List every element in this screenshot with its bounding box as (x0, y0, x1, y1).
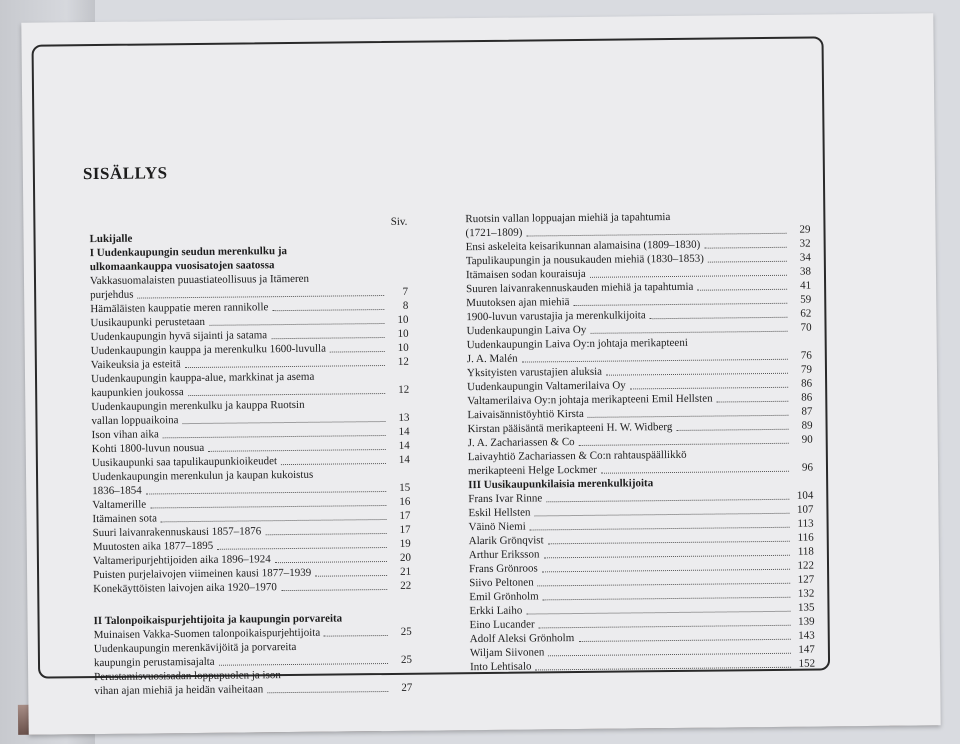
leader-dots (271, 337, 384, 339)
toc-entry-page: 70 (800, 321, 812, 334)
toc-entry-page: 14 (398, 439, 410, 452)
toc-entry-title: Valtamerille (92, 498, 147, 512)
toc-entry-title: Itämainen sota (92, 512, 158, 526)
toc-entry-page: 7 (402, 285, 409, 298)
toc-entry-page: 22 (400, 579, 412, 592)
toc-entry-title: Suuren laivanrakennuskauden miehiä ja tapahtumia (466, 280, 694, 296)
leader-dots (209, 323, 384, 326)
toc-entry-line: Laivayhtiö Zachariassen & Co:n rahtauspäällikkö (467, 448, 687, 464)
toc-entry-page: 76 (800, 349, 812, 362)
toc-entry-page: 147 (798, 643, 815, 656)
toc-entry-page: 14 (398, 425, 410, 438)
toc-entry-page: 116 (797, 531, 814, 544)
leader-dots (548, 653, 791, 657)
toc-entry-line: Ruotsin vallan loppuajan miehiä ja tapahtumia (465, 211, 671, 226)
toc-entry-page: 19 (399, 537, 411, 550)
leader-dots (590, 331, 787, 334)
section-title-3: III Uusikaupunkilaisia merenkulkijoita (468, 477, 654, 492)
toc-entry-title: Wiljam Siivonen (469, 646, 545, 660)
toc-entry-title: Emil Grönholm (469, 590, 539, 604)
toc-entry-line: Uudenkaupungin kauppa-alue, markkinat ja asema (90, 370, 315, 386)
toc-entry-page: 16 (399, 495, 411, 508)
leader-dots (330, 351, 385, 353)
toc-entry-title: Itämaisen sodan kouraisuja (465, 267, 586, 282)
toc-entry-title: Ison vihan aika (91, 428, 159, 442)
contents-heading: SISÄLLYS (82, 163, 168, 184)
leader-dots (704, 247, 786, 249)
toc-entry-title: Muinaisen Vakka-Suomen talonpoikaispurjehtijoita (93, 626, 321, 642)
leader-dots (539, 625, 791, 629)
toc-entry-title: 1836–1854 (92, 484, 142, 498)
leader-dots (601, 471, 789, 474)
leader-dots (574, 303, 788, 306)
leader-dots (315, 575, 387, 577)
toc-entry-page: 32 (799, 237, 811, 250)
toc-entry-title: Muutosten aika 1877–1895 (92, 539, 214, 554)
leader-dots (272, 309, 384, 311)
toc-entry-page: 96 (801, 461, 814, 474)
toc-entry-title: Alarik Grönqvist (468, 534, 544, 548)
toc-group (91, 411, 410, 470)
toc-entry-page: 34 (799, 251, 811, 264)
toc-entry-page: 8 (402, 299, 409, 312)
page-column-label: Siv. (390, 215, 408, 228)
leader-dots (163, 435, 386, 438)
toc-entry (94, 681, 412, 698)
toc-entry-page: 107 (796, 503, 814, 516)
leader-dots (526, 233, 786, 237)
toc-entry-page: 139 (798, 615, 815, 628)
leader-dots (538, 583, 791, 587)
toc-entry-title: Ensi askeleita keisarikunnan alamaisina (1809–1830) (465, 238, 701, 254)
toc-entry-title: merikapteeni Helge Lockmer (467, 463, 597, 478)
leader-dots (578, 639, 790, 642)
toc-entry-title: Siivo Peltonen (469, 576, 534, 590)
leader-dots (543, 597, 791, 601)
leader-dots (630, 387, 788, 390)
toc-entry-title: Laivaisännistöyhtiö Kirsta (467, 407, 584, 422)
toc-group (92, 481, 411, 596)
toc-entry-title: Uusikaupunki perustetaan (90, 315, 206, 330)
toc-entry-page: 10 (397, 313, 409, 326)
leader-dots (708, 261, 787, 263)
toc-entry-title: Uudenkaupungin kauppa ja merenkulku 1600-luvulla (90, 342, 327, 358)
leader-dots (546, 499, 789, 503)
toc-entry-page: 143 (798, 629, 815, 642)
toc-entry-title: 1900-luvun varustajia ja merenkulkijoita (466, 309, 646, 324)
leader-dots (217, 547, 387, 550)
toc-entry-title: Suuri laivanrakennuskausi 1857–1876 (92, 525, 262, 540)
toc-entry-page: 14 (398, 453, 410, 466)
toc-entry-title: vihan ajan miehiä ja heidän vaiheitaan (94, 683, 264, 698)
leader-dots (548, 541, 790, 545)
leader-dots (697, 289, 787, 291)
toc-entry-title: Konekäyttöisten laivojen aika 1920–1970 (93, 581, 277, 596)
leader-dots (544, 555, 790, 559)
toc-entry-page: 20 (399, 551, 411, 564)
leader-dots (161, 519, 387, 522)
toc-entry-line: Vakkasuomalaisten puuastiateollisuus ja Itämeren (89, 272, 310, 288)
toc-entry-title: Yksityisten varustajien aluksia (466, 365, 603, 380)
toc-entry-page: 135 (797, 601, 815, 614)
toc-entry-title: J. A. Zachariassen & Co (467, 436, 575, 450)
toc-entry-title: Adolf Aleksi Grönholm (469, 632, 575, 646)
leader-dots (606, 373, 788, 376)
leader-dots (281, 589, 387, 591)
toc-entry-page: 21 (400, 565, 412, 578)
toc-entry-title: Puisten purjelaivojen viimeinen kausi 1877–1939 (93, 566, 312, 582)
toc-entry-page: 132 (797, 587, 815, 600)
leader-dots (536, 667, 792, 671)
leader-dots (676, 429, 788, 431)
toc-entry-title: Muutoksen ajan miehiä (466, 296, 570, 310)
leader-dots (522, 359, 788, 363)
leader-dots (579, 443, 789, 446)
leader-dots (265, 533, 386, 535)
toc-entry-page: 87 (801, 405, 813, 418)
leader-dots (138, 295, 385, 299)
toc-entry-page: 17 (399, 509, 411, 522)
toc-entry-page: 25 (400, 653, 413, 666)
toc-entry-title: Eino Lucander (469, 618, 535, 632)
leader-dots (530, 527, 790, 531)
toc-entry-title: Uusikaupunki saa tapulikaupunkioikeudet (91, 455, 278, 470)
toc-entry-page: 118 (797, 545, 814, 558)
section-title-1-cont: ulkomaankauppa vuosisatojen saatossa (89, 259, 275, 274)
leader-dots (150, 505, 386, 508)
toc-entry-page: 10 (397, 327, 409, 340)
toc-group (465, 223, 811, 339)
toc-entry-title: Uudenkaupungin hyvä sijainti ja satama (90, 329, 268, 344)
toc-entry-page: 41 (800, 279, 812, 292)
toc-entry-title: Valtamerilaiva Oy:n johtaja merikapteeni Emil Hellsten (467, 392, 713, 408)
toc-entry-title: Frans Grönroos (468, 562, 538, 576)
toc-entry-line: Uudenkaupungin merenkulun ja kaupan kukoistus (91, 468, 314, 484)
toc-entry-title: Erkki Laiho (469, 604, 523, 618)
toc-entry-line: Uudenkaupungin merenkulku ja kauppa Ruotsin (91, 398, 305, 414)
toc-entry-page: 79 (800, 363, 813, 376)
section-title-1: I Uudenkaupungin seudun merenkulku ja (89, 245, 288, 260)
toc-entry-title: Arthur Eriksson (468, 548, 540, 562)
leader-dots (535, 513, 790, 517)
toc-entry-title: Väinö Niemi (468, 520, 526, 534)
leader-dots (542, 569, 790, 573)
toc-entry-title: Kirstan pääisäntä merikapteeni H. W. Widberg (467, 420, 673, 436)
leader-dots (183, 421, 386, 424)
toc-entry-page: 59 (800, 293, 812, 306)
toc-entry-title: purjehdus (90, 288, 134, 302)
leader-dots (185, 365, 385, 368)
toc-entry-title: Valtameripurjehtijoiden aika 1896–1924 (92, 553, 271, 568)
toc-entry-page: 90 (801, 433, 813, 446)
toc-entry-page: 122 (797, 559, 815, 572)
toc-entry-title: (1721–1809) (465, 226, 523, 240)
toc-right-column (465, 209, 815, 675)
toc-entry-page: 127 (797, 573, 815, 586)
toc-entry-page: 62 (800, 307, 812, 320)
leader-dots (146, 491, 386, 495)
toc-entry-title: Vaikeuksia ja esteitä (90, 358, 181, 372)
toc-entry-page: 12 (397, 355, 409, 368)
toc-entry-title: Into Lehtisalo (470, 660, 532, 674)
toc-entry-title: Uudenkaupungin Valtamerilaiva Oy (467, 379, 626, 394)
toc-entry-line: Uudenkaupungin merenkävijöitä ja porvareita (93, 640, 297, 656)
toc-entry-page: 89 (801, 419, 813, 432)
toc-group (467, 349, 813, 451)
toc-entry-title: kaupunkien joukossa (91, 386, 184, 400)
toc-entry-page: 104 (796, 489, 814, 502)
toc-entry-page: 10 (397, 341, 409, 354)
book-page (21, 13, 940, 735)
toc-entry-page: 86 (801, 377, 813, 390)
toc-entry-title: Kohti 1800-luvun nousua (91, 441, 205, 456)
toc-entry-title: Eskil Hellsten (468, 506, 531, 520)
toc-group (468, 489, 815, 675)
leader-dots (281, 463, 386, 465)
leader-dots (219, 663, 388, 666)
toc-entry-title: Frans Ivar Rinne (468, 492, 543, 506)
toc-entry-page: 152 (798, 657, 816, 670)
leader-dots (590, 275, 787, 278)
leader-dots (717, 401, 789, 403)
toc-group (90, 285, 409, 372)
toc-entry-title: Uudenkaupungin Laiva Oy (466, 323, 587, 338)
leader-dots (650, 317, 788, 319)
leader-dots (188, 393, 385, 396)
toc-entry-title: vallan loppuaikoina (91, 414, 179, 428)
toc-left-column (89, 215, 412, 698)
toc-entry (470, 657, 815, 675)
toc-entry-title: J. A. Malén (466, 352, 518, 366)
toc-entry-page: 113 (797, 517, 814, 530)
toc-entry-page: 15 (399, 481, 411, 494)
toc-entry-page: 86 (801, 391, 813, 404)
toc-entry-page: 38 (799, 265, 812, 278)
leader-dots (588, 415, 789, 418)
leader-dots (275, 561, 387, 563)
leader-dots (526, 611, 790, 615)
toc-entry-lukijalle: Lukijalle (89, 232, 133, 246)
leader-dots (267, 691, 388, 693)
toc-entry-line: Perustamisvuosisadan loppupuolen ja ison (94, 669, 281, 684)
toc-entry-title: Tapulikaupungin ja nousukauden miehiä (1830–1853) (465, 252, 705, 268)
toc-entry-page: 25 (400, 625, 412, 638)
toc-entry-line: Uudenkaupungin Laiva Oy:n johtaja merikapteeni (466, 336, 688, 352)
section-title-2: II Talonpoikaispurjehtijoita ja kaupungin porvareita (93, 612, 343, 628)
leader-dots (324, 635, 388, 637)
toc-entry-page: 13 (398, 411, 410, 424)
toc-entry-title: Hämäläisten kauppatie meren rannikolle (90, 301, 269, 316)
toc-entry-page: 17 (399, 523, 411, 536)
toc-entry-page: 27 (401, 681, 413, 694)
leader-dots (208, 449, 386, 452)
toc-entry-page: 29 (799, 223, 811, 236)
toc-entry-page: 12 (398, 383, 410, 396)
toc-entry-title: kaupungin perustamisajalta (93, 655, 215, 670)
